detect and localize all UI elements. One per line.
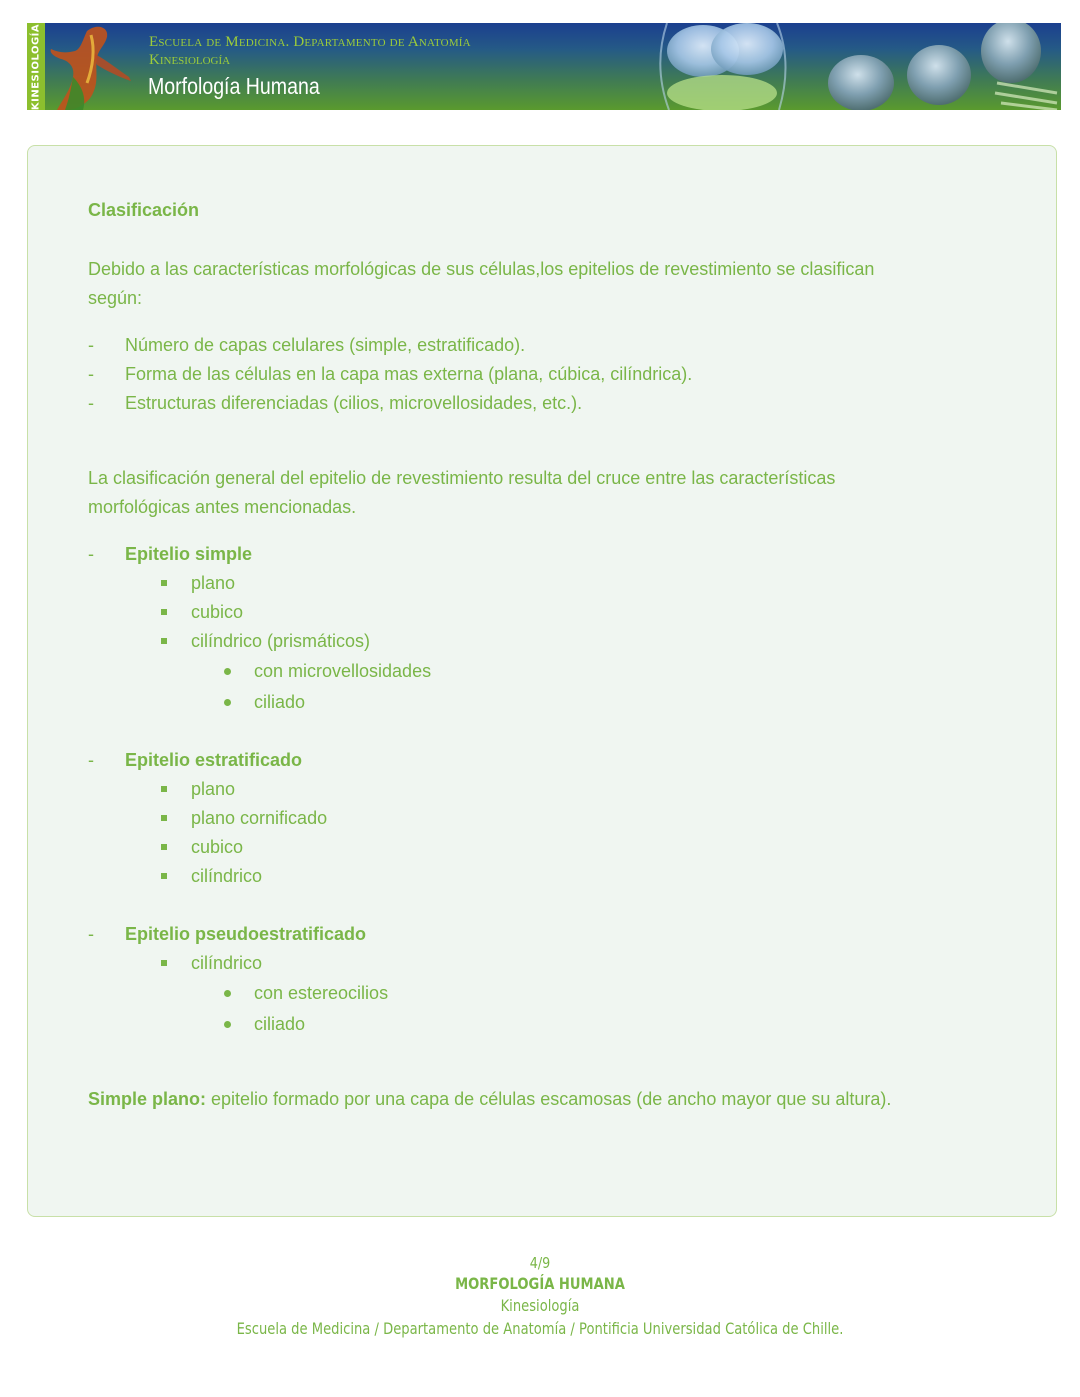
square-bullet-icon <box>161 873 167 879</box>
footer-title: MORFOLOGÍA HUMANA <box>455 1274 625 1293</box>
group-item: cilíndrico (prismáticos) <box>191 631 371 651</box>
square-bullet-icon <box>161 580 167 586</box>
criteria-item: Forma de las células en la capa mas externa (plana, cúbica, cilíndrica). <box>125 364 693 384</box>
dash-bullet: - <box>88 364 94 384</box>
group-item: cubico <box>191 602 244 622</box>
group-subitem: ciliado <box>254 692 306 712</box>
group-title-pseudoestratificado: Epitelio pseudoestratificado <box>125 924 367 944</box>
general-line-1: La clasificación general del epitelio de revestimiento resulta del cruce entre las características <box>88 468 836 488</box>
definition-term: Simple plano: <box>88 1089 207 1109</box>
group-subitem: con microvellosidades <box>254 661 432 681</box>
group-item: cilíndrico <box>191 953 263 973</box>
banner-side-label: KINESIOLOGÍA <box>30 23 42 110</box>
group-title-simple: Epitelio simple <box>125 544 253 564</box>
intro-line-1: Debido a las características morfológicas de sus células,los epitelios de revestimiento se clasifican <box>88 259 875 279</box>
skeleton-art-icon <box>617 23 1061 110</box>
square-bullet-icon <box>161 786 167 792</box>
dash-bullet: - <box>88 335 94 355</box>
round-bullet-icon <box>224 990 231 997</box>
dash-bullet: - <box>88 544 94 564</box>
group-item: cilíndrico <box>191 866 263 886</box>
section-heading: Clasificación <box>88 200 200 220</box>
dash-bullet: - <box>88 924 94 944</box>
general-paragraph <box>88 464 968 522</box>
group-subitem: con estereocilios <box>254 983 389 1003</box>
group-item: plano <box>191 779 236 799</box>
criteria-item: Número de capas celulares (simple, estratificado). <box>125 335 526 355</box>
definition <box>88 1089 891 1110</box>
footer-subtitle: Kinesiología <box>500 1296 580 1315</box>
definition-text: epitelio formado por una capa de células escamosas (de ancho mayor que su altura). <box>206 1089 892 1109</box>
group-title-estratificado: Epitelio estratificado <box>125 750 303 770</box>
banner-side-tab <box>27 23 45 110</box>
square-bullet-icon <box>161 609 167 615</box>
group-subitem: ciliado <box>254 1014 306 1034</box>
square-bullet-icon <box>161 638 167 644</box>
anatomy-figure-icon <box>47 23 137 110</box>
square-bullet-icon <box>161 815 167 821</box>
round-bullet-icon <box>224 699 231 706</box>
intro-paragraph <box>88 255 968 313</box>
dash-bullet: - <box>88 750 94 770</box>
square-bullet-icon <box>161 844 167 850</box>
banner-school-line: Escuela de Medicina. Departamento de Anatomía <box>149 34 471 50</box>
round-bullet-icon <box>224 1021 231 1028</box>
page-number: 4/9 <box>529 1254 551 1272</box>
banner-title: Morfología Humana <box>148 73 320 99</box>
square-bullet-icon <box>161 960 167 966</box>
group-item: plano <box>191 573 236 593</box>
criteria-item: Estructuras diferenciadas (cilios, microvellosidades, etc.). <box>125 393 583 413</box>
general-line-2: morfológicas antes mencionadas. <box>88 497 357 517</box>
footer-institution: Escuela de Medicina / Departamento de Anatomía / Pontificia Universidad Católica de Chille. <box>236 1319 844 1338</box>
banner-program-line: Kinesiología <box>149 52 231 68</box>
header-banner <box>27 23 1061 110</box>
round-bullet-icon <box>224 668 231 675</box>
group-item: cubico <box>191 837 244 857</box>
dash-bullet: - <box>88 393 94 413</box>
intro-line-2: según: <box>88 288 143 308</box>
group-item: plano cornificado <box>191 808 328 828</box>
